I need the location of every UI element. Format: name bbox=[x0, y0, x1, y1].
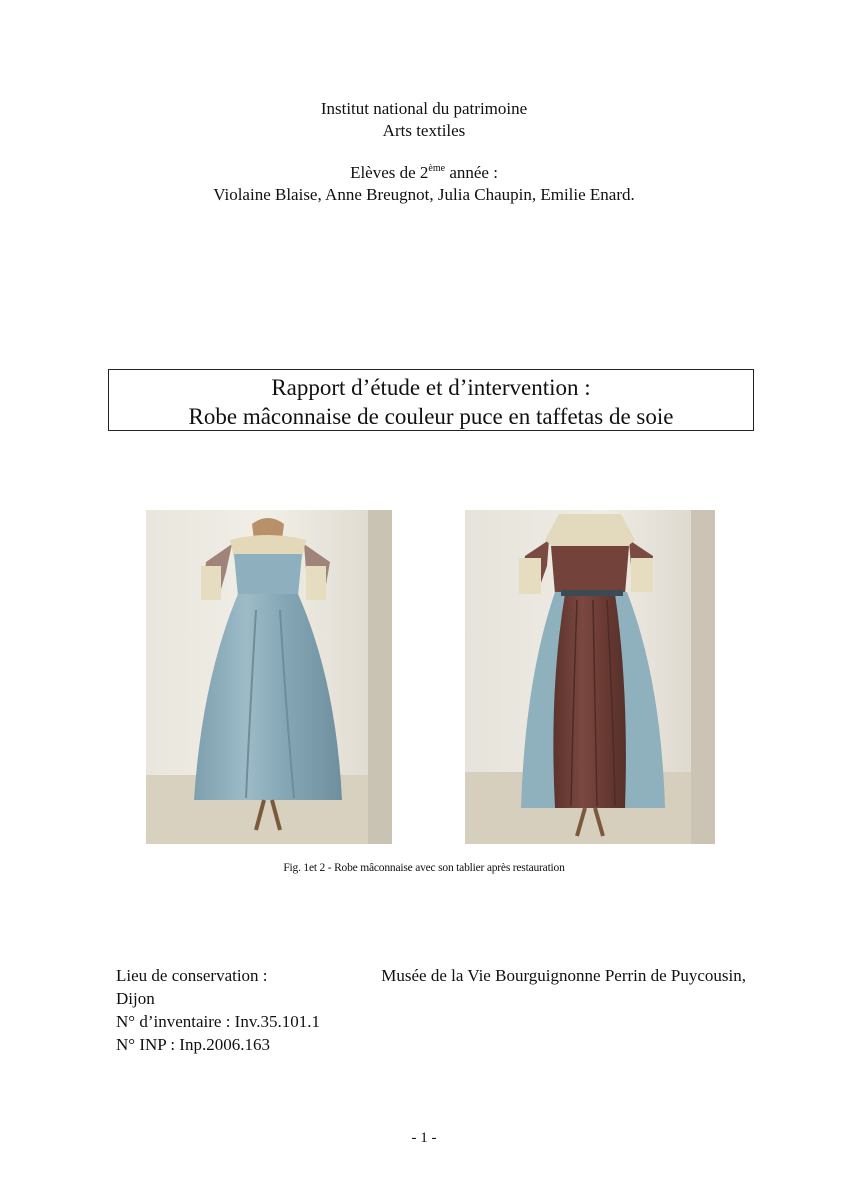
location-city: Dijon bbox=[116, 989, 155, 1008]
students-suffix: année : bbox=[445, 163, 498, 182]
dress-back-photo bbox=[465, 510, 715, 844]
institution-name: Institut national du patrimoine bbox=[320, 99, 528, 118]
report-title-line-2: Robe mâconnaise de couleur puce en taffetas de soie bbox=[188, 404, 674, 429]
inventory-number: N° d’inventaire : Inv.35.101.1 bbox=[116, 1012, 320, 1031]
students-heading bbox=[0, 162, 848, 184]
location-value: Musée de la Vie Bourguignonne Perrin de Puycousin, bbox=[381, 966, 746, 985]
figure-caption: Fig. 1et 2 - Robe mâconnaise avec son tablier après restauration bbox=[283, 862, 565, 874]
report-title-box bbox=[108, 369, 754, 431]
document-header bbox=[0, 98, 848, 206]
students-superscript: ème bbox=[428, 163, 446, 174]
object-info bbox=[116, 964, 746, 1056]
inp-number: N° INP : Inp.2006.163 bbox=[116, 1035, 270, 1054]
location-label: Lieu de conservation : bbox=[116, 966, 268, 985]
department-name: Arts textiles bbox=[382, 121, 466, 140]
page-number: - 1 - bbox=[411, 1130, 437, 1146]
student-names: Violaine Blaise, Anne Breugnot, Julia Chaupin, Emilie Enard. bbox=[213, 185, 635, 204]
report-title-line-1: Rapport d’étude et d’intervention : bbox=[271, 375, 591, 400]
dress-front-photo bbox=[146, 510, 392, 844]
students-prefix: Elèves de 2 bbox=[350, 163, 429, 182]
location-line bbox=[116, 964, 746, 987]
